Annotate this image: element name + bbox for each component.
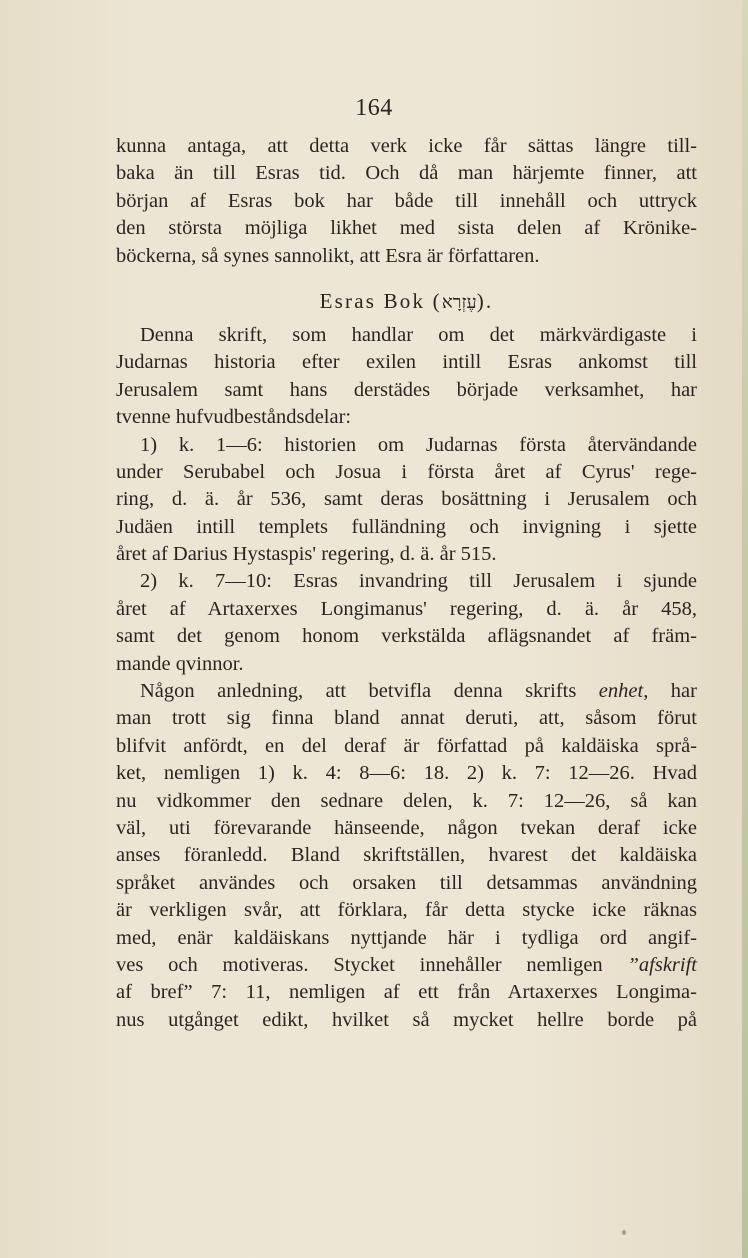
list-item-line: ring, d. ä. år 536, samt deras bosättning i Jerusalem och [116,488,697,511]
list-item-line: 1) k. 1—6: historien om Judarnas första återvändande [140,433,697,456]
list-item-line: mande qvinnor. [116,652,244,675]
heading-close: ). [476,288,494,313]
text-line: kunna antaga, att detta verk icke får sättas längre till- [116,135,697,157]
text-line: baka än till Esras tid. Och då man härjemte finner, att [116,162,697,185]
text-line [116,952,697,979]
text-line: Denna skrift, som handlar om det märkvärdigaste i [140,323,697,346]
section-heading [116,280,697,322]
heading-hebrew: עֶזְרָא [441,291,477,313]
list-item-line: 2) k. 7—10: Esras invandring till Jerusalem i sjunde [140,570,697,593]
text-line: den största möjliga likhet med sista delen af Krönike- [116,217,697,240]
text-line: är verkligen svår, att förklara, får detta stycke icke räknas [116,899,697,922]
text-line [116,678,697,705]
text-line: nus utgånget edikt, hvilket så mycket hellre borde på [116,1008,697,1031]
text-line: anses föranledd. Bland skriftställen, hvarest det kaldäiska [116,844,697,867]
list-item-line: året af Darius Hystaspis' regering, d. ä. år 515. [116,543,497,566]
text-line: blifvit anfördt, en del deraf är författad på kaldäiska språ- [116,734,697,757]
list-item-line: samt det genom honom verkstälda aflägsnandet af främ- [116,625,697,648]
text-line: man trott sig finna bland annat deruti, att, såsom förut [116,707,697,730]
text-line: Judarnas historia efter exilen intill Esras ankomst till [116,351,697,374]
list-item-line: Judäen intill templets fulländning och invigning i sjette [116,515,697,538]
text-run: Någon anledning, att betvifla denna skrifts [140,680,599,703]
emphasis: enhet, [598,680,649,703]
text-line: tvenne hufvudbeståndsdelar: [116,406,352,429]
text-line: början af Esras bok har både till innehåll och uttryck [116,189,697,212]
text-run: har [648,680,697,703]
list-item-line: under Serubabel och Josua i första året af Cyrus' rege- [116,460,697,483]
text-line: språket användes och orsaken till detsammas användning [116,871,697,894]
paper-speck [622,1230,626,1235]
emphasis: ”afskrift [627,953,697,976]
list-item-line: året af Artaxerxes Longimanus' regering, d. ä. år 458, [116,597,697,620]
body-text [116,133,697,1034]
text-line: Jerusalem samt hans derstädes började verksamhet, har [116,378,697,401]
text-line: ket, nemligen 1) k. 4: 8—6: 18. 2) k. 7: 12—26. Hvad [116,762,697,785]
text-line: af bref” 7: 11, nemligen af ett från Artaxerxes Longima- [116,981,697,1004]
page-number: 164 [355,95,393,121]
text-line: nu vidkommer den sednare delen, k. 7: 12—26, så kan [116,789,697,812]
text-line: böckerna, så synes sannolikt, att Esra är författaren. [116,244,540,267]
text-line: väl, uti förevarande hänseende, någon tvekan deraf icke [116,816,697,839]
text-line: med, enär kaldäiskans nyttjande här i tydliga ord angif- [116,926,697,949]
page-edge [742,0,748,1258]
text-run: ves och motiveras. Stycket innehåller nemligen [116,953,628,976]
heading-title: Esras Bok ( [319,288,442,313]
